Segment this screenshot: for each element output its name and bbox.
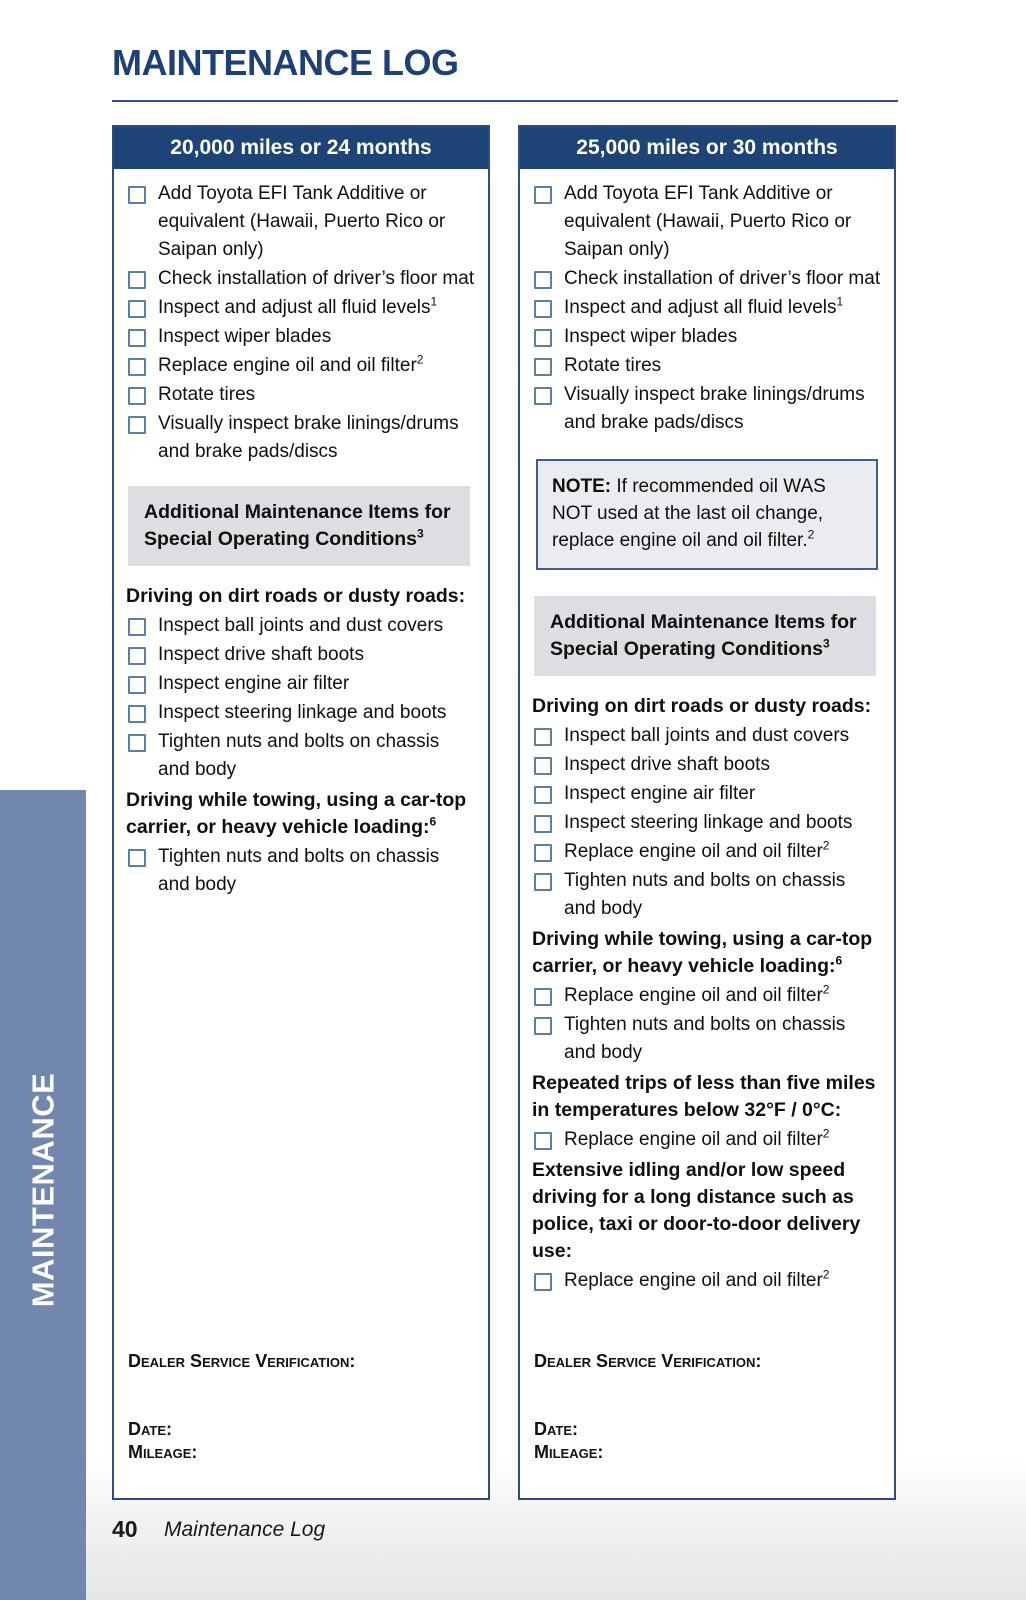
checklist-item-label: Inspect steering linkage and boots xyxy=(158,702,447,723)
checklist-item-label: Add Toyota EFI Tank Additive or equivalent (Hawaii, Puerto Rico or Saipan only) xyxy=(564,183,852,260)
condition-heading: Driving on dirt roads or dusty roads: xyxy=(532,695,872,717)
checklist-item xyxy=(532,323,882,351)
checklist-item-label: Inspect wiper blades xyxy=(158,326,332,347)
special-conditions-box: Additional Maintenance Items for Special Operating Conditions$^3$ xyxy=(128,486,470,566)
checkbox[interactable] xyxy=(534,1017,552,1035)
checklist-item xyxy=(126,699,476,727)
special-conditions-box: Additional Maintenance Items for Special Operating Conditions$^3$ xyxy=(534,596,876,676)
checklist-item-label: Tighten nuts and bolts on chassis and body xyxy=(564,870,846,919)
checkbox[interactable] xyxy=(128,186,146,204)
maintenance-column-20k xyxy=(112,125,490,1500)
checklist-item xyxy=(532,838,882,866)
maintenance-column-25k xyxy=(518,125,896,1500)
section-tab xyxy=(0,1030,86,1350)
checkbox[interactable] xyxy=(128,329,146,347)
column-header: 25,000 miles or 30 months xyxy=(520,127,894,169)
checkbox[interactable] xyxy=(534,387,552,405)
checkbox[interactable] xyxy=(128,416,146,434)
checklist-item xyxy=(126,670,476,698)
checklist-item-label: Check installation of driver’s floor mat xyxy=(158,268,475,289)
checkbox[interactable] xyxy=(128,849,146,867)
checklist-item-label: Replace engine oil and oil filter$^2$ xyxy=(158,352,424,376)
checklist-item xyxy=(126,265,476,293)
checklist-item-label: Replace engine oil and oil filter$^2$ xyxy=(564,1267,830,1291)
checklist-item-label: Replace engine oil and oil filter$^2$ xyxy=(564,982,830,1006)
checklist-item-label: Inspect wiper blades xyxy=(564,326,738,347)
footer-title: Maintenance Log xyxy=(164,1518,326,1541)
condition-heading: Repeated trips of less than five miles in temperatures below 32°F / 0°C: xyxy=(532,1072,876,1121)
page-number: 40 xyxy=(112,1516,138,1542)
checkbox[interactable] xyxy=(534,873,552,891)
checklist-item xyxy=(532,1126,882,1154)
checklist-item xyxy=(532,352,882,380)
date-label: Date: xyxy=(128,1419,173,1439)
checkbox[interactable] xyxy=(534,300,552,318)
column-body xyxy=(114,169,488,899)
checklist-item-label: Replace engine oil and oil filter$^2$ xyxy=(564,838,830,862)
dealer-verification-label: Dealer Service Verification: xyxy=(534,1351,762,1371)
title-divider xyxy=(112,100,898,102)
checklist-item-label: Inspect and adjust all fluid levels$^1$ xyxy=(158,294,438,318)
checklist-item xyxy=(532,1011,882,1067)
checklist-item-label: Inspect engine air filter xyxy=(158,673,350,694)
checklist-item-label: Inspect steering linkage and boots xyxy=(564,812,853,833)
checklist-item-label: Rotate tires xyxy=(564,355,662,376)
checkbox[interactable] xyxy=(128,387,146,405)
checklist-item-label: Rotate tires xyxy=(158,384,256,405)
checklist-item xyxy=(532,722,882,750)
condition-heading: Driving while towing, using a car-top carrier, or heavy vehicle loading:$^6$ xyxy=(126,789,467,838)
checklist-item xyxy=(126,728,476,784)
date-label: Date: xyxy=(534,1419,579,1439)
checklist-item xyxy=(126,323,476,351)
checklist-item xyxy=(126,410,476,466)
condition-heading: Extensive idling and/or low speed driving for a long distance such as police, taxi or door-to-door delivery use: xyxy=(532,1159,861,1262)
checklist-item-label: Inspect drive shaft boots xyxy=(158,644,364,665)
checkbox[interactable] xyxy=(128,358,146,376)
checklist-item xyxy=(532,1267,882,1295)
dealer-verification-block xyxy=(128,1351,355,1464)
note-label: NOTE: xyxy=(552,476,612,497)
checklist-item-label: Check installation of driver’s floor mat xyxy=(564,268,881,289)
condition-heading: Driving while towing, using a car-top carrier, or heavy vehicle loading:$^6$ xyxy=(532,928,873,977)
checklist-item-label: Visually inspect brake linings/drums and brake pads/discs xyxy=(564,384,865,433)
checklist-item xyxy=(126,180,476,264)
checkbox[interactable] xyxy=(128,300,146,318)
section-tab-label: MAINTENANCE xyxy=(25,1072,60,1308)
mileage-label: Mileage: xyxy=(128,1442,198,1462)
dealer-verification-label: Dealer Service Verification: xyxy=(128,1351,356,1371)
mileage-label: Mileage: xyxy=(534,1442,604,1462)
checkbox[interactable] xyxy=(128,734,146,752)
checklist-item xyxy=(532,867,882,923)
checkbox[interactable] xyxy=(534,186,552,204)
checklist-item xyxy=(532,751,882,779)
checkbox[interactable] xyxy=(534,844,552,862)
checklist-item xyxy=(126,612,476,640)
checklist-item-label: Inspect ball joints and dust covers xyxy=(564,725,850,746)
checklist-item xyxy=(126,294,476,322)
checkbox[interactable] xyxy=(128,647,146,665)
checkbox[interactable] xyxy=(534,358,552,376)
condition-heading: Driving on dirt roads or dusty roads: xyxy=(126,585,466,607)
checklist-item-label: Inspect engine air filter xyxy=(564,783,756,804)
checklist-item-label: Visually inspect brake linings/drums and brake pads/discs xyxy=(158,413,459,462)
checklist-item-label: Tighten nuts and bolts on chassis and body xyxy=(564,1014,846,1063)
checkbox[interactable] xyxy=(534,815,552,833)
checkbox[interactable] xyxy=(534,271,552,289)
checklist-item-label: Inspect ball joints and dust covers xyxy=(158,615,444,636)
checklist-item xyxy=(532,265,882,293)
checklist-item xyxy=(532,982,882,1010)
checkbox[interactable] xyxy=(128,271,146,289)
checklist-item xyxy=(532,381,882,437)
checklist-item xyxy=(126,352,476,380)
checklist-item xyxy=(126,381,476,409)
column-body xyxy=(520,169,894,1295)
checkbox[interactable] xyxy=(534,728,552,746)
note-box: NOTE: If recommended oil WAS NOT used at the last oil change, replace engine oil and oil filter.$^2$ xyxy=(536,459,878,570)
checklist-item xyxy=(532,780,882,808)
checkbox[interactable] xyxy=(534,757,552,775)
checklist-item xyxy=(532,294,882,322)
checklist-item-label: Add Toyota EFI Tank Additive or equivalent (Hawaii, Puerto Rico or Saipan only) xyxy=(158,183,446,260)
checklist-item-label: Inspect drive shaft boots xyxy=(564,754,770,775)
checklist-item xyxy=(532,809,882,837)
checkbox[interactable] xyxy=(534,1132,552,1150)
checkbox[interactable] xyxy=(534,329,552,347)
checklist-item xyxy=(532,180,882,264)
checkbox[interactable] xyxy=(128,618,146,636)
page-title: MAINTENANCE LOG xyxy=(112,42,459,83)
dealer-verification-block xyxy=(534,1351,761,1464)
checklist-item xyxy=(126,641,476,669)
column-header: 20,000 miles or 24 months xyxy=(114,127,488,169)
checklist-item xyxy=(126,843,476,899)
checklist-item-label: Replace engine oil and oil filter$^2$ xyxy=(564,1126,830,1150)
checkbox[interactable] xyxy=(534,1273,552,1291)
checklist-item-label: Inspect and adjust all fluid levels$^1$ xyxy=(564,294,844,318)
checkbox[interactable] xyxy=(534,988,552,1006)
checklist-item-label: Tighten nuts and bolts on chassis and body xyxy=(158,731,440,780)
checklist-item-label: Tighten nuts and bolts on chassis and body xyxy=(158,846,440,895)
checkbox[interactable] xyxy=(128,676,146,694)
checkbox[interactable] xyxy=(534,786,552,804)
checkbox[interactable] xyxy=(128,705,146,723)
